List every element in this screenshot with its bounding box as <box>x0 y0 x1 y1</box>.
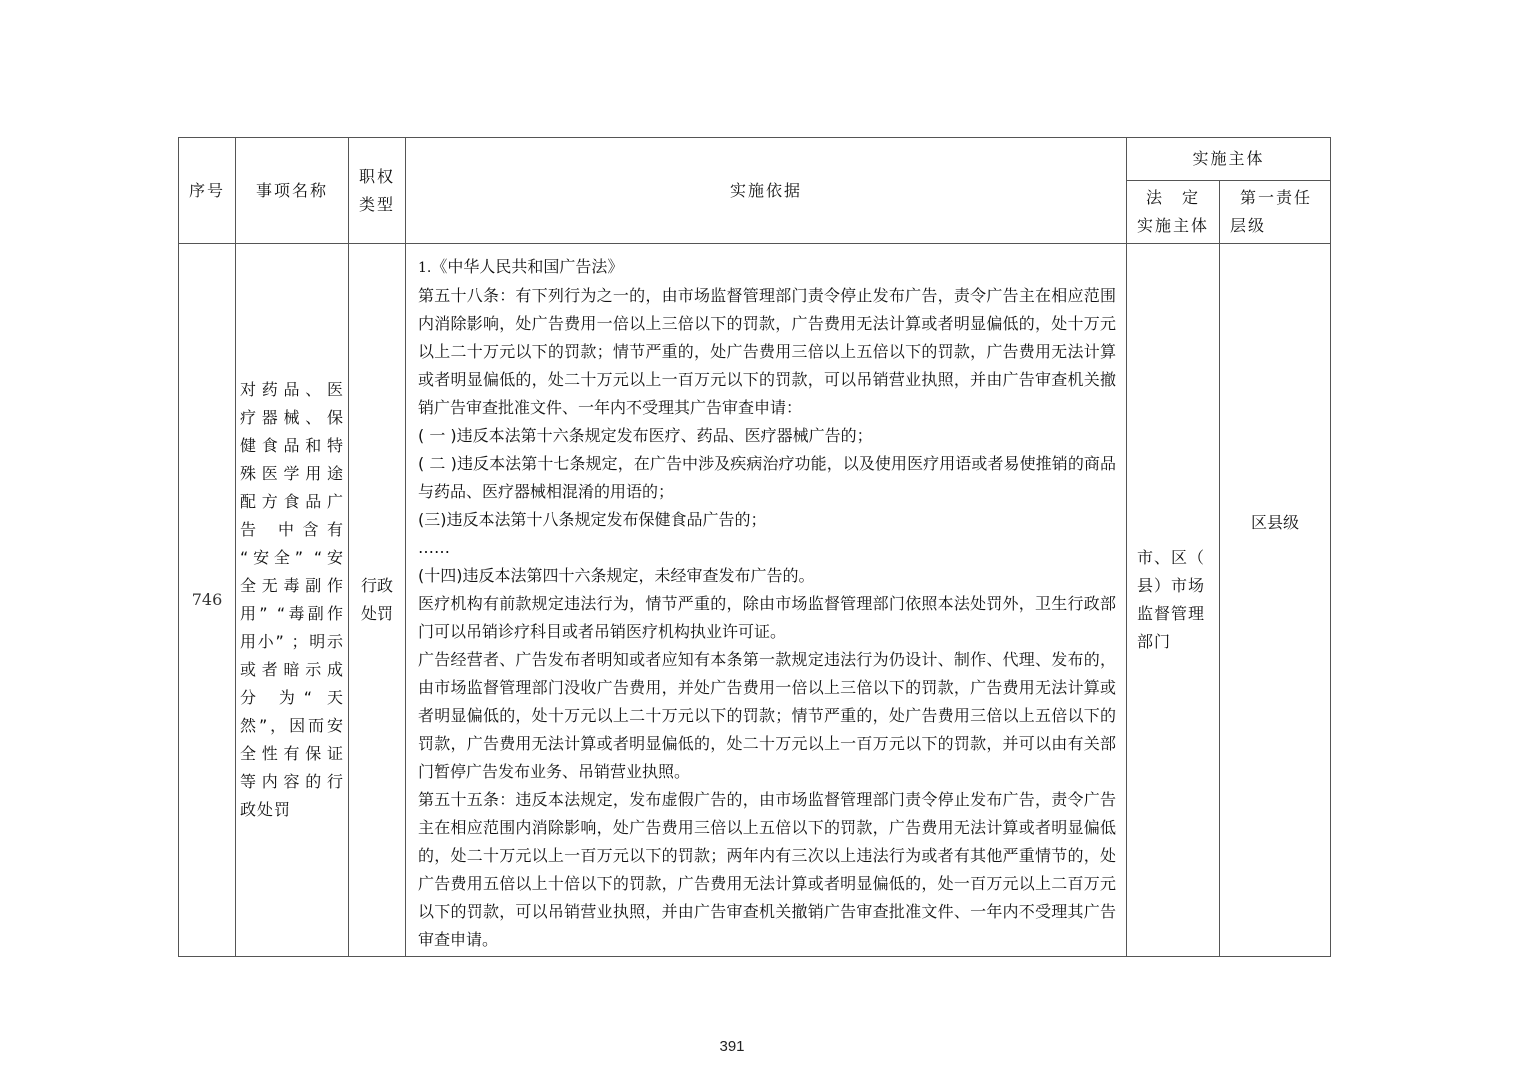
basis-paragraph: ( 二 )违反本法第十七条规定，在广告中涉及疾病治疗功能，以及使用医疗用语或者易使推销的商品与药品、医疗器械相混淆的用语的； <box>418 454 1116 501</box>
basis-paragraph: 第五十五条：违反本法规定，发布虚假广告的，由市场监督管理部门责令停止发布广告，责令广告主在相应范围内消除影响，处广告费用三倍以上五倍以下的罚款，广告费用无法计算或者明显偏低的，处二十万元以上一百万元以下的罚款；两年内有三次以上违法行为或者有其他严重情节的，处广告费用五倍以上十倍以下的罚款，广告费用无法计算或者明显偏低的，处一百万元以上二百万元以下的罚款，可以吊销营业执照，并由广告审查机关撤销广告审查批准文件、一年内不受理其广告审查申请。 <box>418 790 1116 949</box>
header-basis: 实施依据 <box>406 138 1127 244</box>
basis-ellipsis: …… <box>418 538 450 557</box>
basis-paragraph: 第五十八条：有下列行为之一的，由市场监督管理部门责令停止发布广告，责令广告主在相应范围内消除影响，处广告费用一倍以上三倍以下的罚款，广告费用无法计算或者明显偏低的，处十万元以上二十万元以下的罚款；情节严重的，处广告费用三倍以上五倍以下的罚款，广告费用无法计算或者明显偏低的，处二十万元以上一百万元以下的罚款，可以吊销营业执照，并由广告审查机关撤销广告审查批准文件、一年内不受理其广告审查申请： <box>418 286 1116 417</box>
cell-item-name: 对药品、医 疗器械、保 健食品和特 殊医学用途 配方食品广 告 中含有 “安全” “安 全无毒副作 用” “毒副作 用小” ；明示 或者暗示成 分 为“ 天 然”，因而安 全性有保证 等内容的行 政处罚 <box>236 244 349 957</box>
cell-basis <box>406 244 1127 957</box>
table-row <box>179 244 1331 957</box>
basis-paragraph: (十四)违反本法第四十六条规定，未经审查发布广告的。 <box>418 566 815 585</box>
basis-paragraph: ( 一 )违反本法第十六条规定发布医疗、药品、医疗器械广告的； <box>418 426 873 445</box>
header-authority-type: 职权 类型 <box>349 138 406 244</box>
cell-first-level: 区县级 <box>1220 244 1331 957</box>
basis-paragraph: (三)违反本法第十八条规定发布保健食品广告的； <box>418 510 767 529</box>
header-item-name: 事项名称 <box>236 138 349 244</box>
header-legal-subject: 法 定 实施主体 <box>1127 181 1220 244</box>
cell-seq: 746 <box>179 244 236 957</box>
header-seq: 序号 <box>179 138 236 244</box>
header-first-level: 第一责任 层级 <box>1220 181 1331 244</box>
cell-authority-type: 行政 处罚 <box>349 244 406 957</box>
header-subject-group: 实施主体 <box>1127 138 1331 181</box>
basis-paragraph: 广告经营者、广告发布者明知或者应知有本条第一款规定违法行为仍设计、制作、代理、发布的，由市场监督管理部门没收广告费用，并处广告费用一倍以上三倍以下的罚款，广告费用无法计算或者明显偏低的，处十万元以上二十万元以下的罚款；情节严重的，处广告费用三倍以上五倍以下的罚款，广告费用无法计算或者明显偏低的，处二十万元以上一百万元以下的罚款，并可以由有关部门暂停广告发布业务、吊销营业执照。 <box>418 650 1116 781</box>
page-number: 391 <box>719 1038 745 1055</box>
cell-legal-subject: 市、区（ 县）市场 监督管理 部门 <box>1127 244 1220 957</box>
law-title: 1.《中华人民共和国广告法》 <box>418 257 624 276</box>
basis-paragraph: 医疗机构有前款规定违法行为，情节严重的，除由市场监督管理部门依照本法处罚外，卫生行政部门可以吊销诊疗科目或者吊销医疗机构执业许可证。 <box>418 594 1116 641</box>
matter-table <box>178 137 1331 957</box>
